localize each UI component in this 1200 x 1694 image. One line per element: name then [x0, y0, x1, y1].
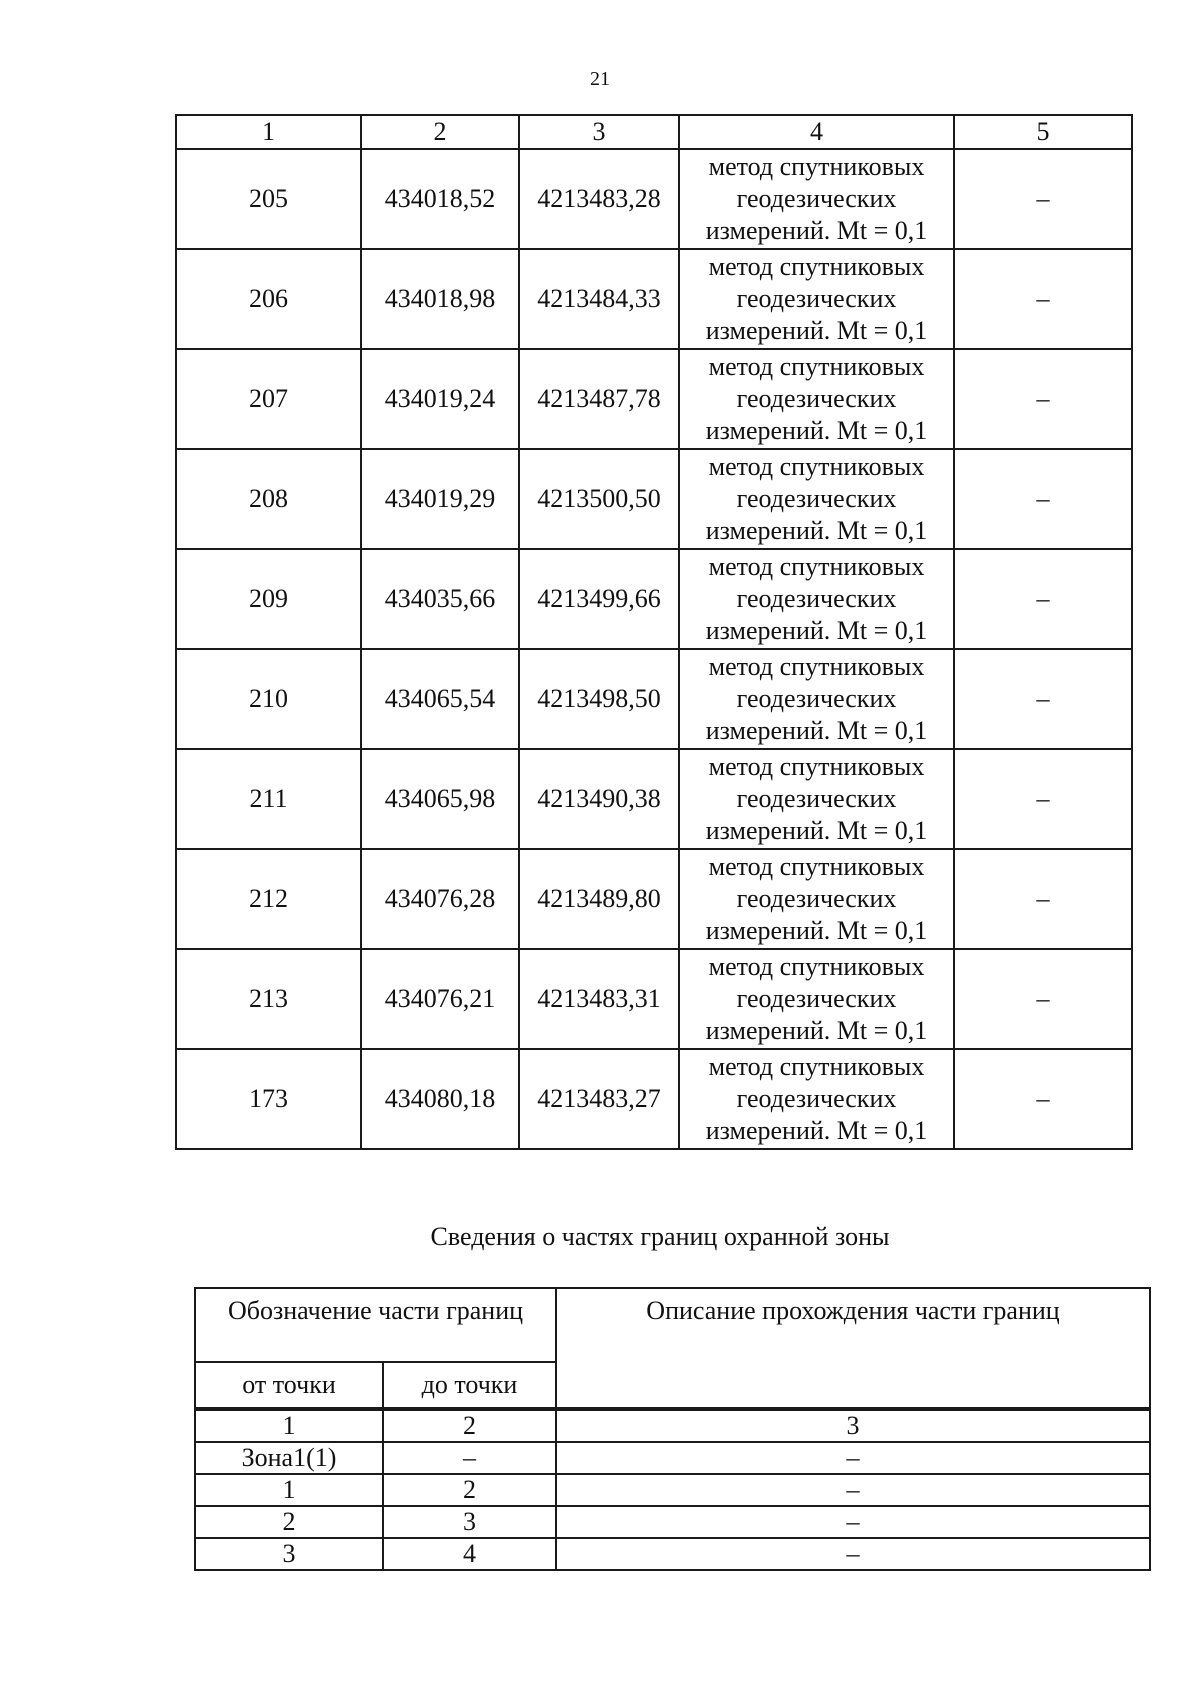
- method-cell: метод спутниковых геодезических измерений. Mt = 0,1: [679, 149, 954, 249]
- method-cell: метод спутниковых геодезических измерений. Mt = 0,1: [679, 949, 954, 1049]
- y-coordinate-cell: 4213483,28: [519, 149, 679, 249]
- table-row: [176, 249, 1132, 349]
- page-number: 21: [590, 68, 610, 90]
- x-coordinate-cell: 434018,98: [361, 249, 519, 349]
- from-point-cell: 3: [195, 1538, 383, 1570]
- to-point-cell: 3: [383, 1506, 556, 1538]
- method-cell: метод спутниковых геодезических измерений. Mt = 0,1: [679, 849, 954, 949]
- table-row: [176, 749, 1132, 849]
- point-cell: 173: [176, 1049, 361, 1149]
- point-cell: 210: [176, 649, 361, 749]
- description-cell: –: [556, 1538, 1150, 1570]
- to-point-cell: –: [383, 1442, 556, 1474]
- from-point-cell: 2: [195, 1506, 383, 1538]
- column-header: 5: [954, 115, 1132, 149]
- x-coordinate-cell: 434076,28: [361, 849, 519, 949]
- point-cell: 205: [176, 149, 361, 249]
- table-header-row: [195, 1288, 1150, 1362]
- y-coordinate-cell: 4213500,50: [519, 449, 679, 549]
- point-cell: 211: [176, 749, 361, 849]
- column-header: 2: [361, 115, 519, 149]
- boundary-parts-table: [194, 1287, 1151, 1571]
- y-coordinate-cell: 4213490,38: [519, 749, 679, 849]
- column-header: 3: [519, 115, 679, 149]
- table-row: [176, 449, 1132, 549]
- x-coordinate-cell: 434076,21: [361, 949, 519, 1049]
- y-coordinate-cell: 4213499,66: [519, 549, 679, 649]
- header-boundary-part-designation: Обозначение части границ: [195, 1288, 556, 1362]
- y-coordinate-cell: 4213483,27: [519, 1049, 679, 1149]
- table-row: [176, 649, 1132, 749]
- method-cell: метод спутниковых геодезических измерений. Mt = 0,1: [679, 449, 954, 549]
- table-row: [176, 349, 1132, 449]
- point-cell: 206: [176, 249, 361, 349]
- column-numbering-row: [195, 1409, 1150, 1442]
- column-header: 4: [679, 115, 954, 149]
- header-from-point: от точки: [195, 1362, 383, 1409]
- table-row: [195, 1538, 1150, 1570]
- x-coordinate-cell: 434035,66: [361, 549, 519, 649]
- y-coordinate-cell: 4213484,33: [519, 249, 679, 349]
- point-cell: 212: [176, 849, 361, 949]
- description-cell: –: [556, 1442, 1150, 1474]
- description-cell: –: [556, 1474, 1150, 1506]
- method-cell: метод спутниковых геодезических измерений. Mt = 0,1: [679, 549, 954, 649]
- section-title: Сведения о частях границ охранной зоны: [430, 1222, 890, 1251]
- to-point-cell: 2: [383, 1474, 556, 1506]
- method-cell: метод спутниковых геодезических измерений. Mt = 0,1: [679, 249, 954, 349]
- description-cell: –: [556, 1506, 1150, 1538]
- coordinates-table: [175, 114, 1133, 1150]
- column-number: 1: [195, 1409, 383, 1442]
- x-coordinate-cell: 434080,18: [361, 1049, 519, 1149]
- method-cell: метод спутниковых геодезических измерений. Mt = 0,1: [679, 349, 954, 449]
- note-cell: –: [954, 549, 1132, 649]
- table-row: [176, 849, 1132, 949]
- y-coordinate-cell: 4213489,80: [519, 849, 679, 949]
- table-row: [176, 1049, 1132, 1149]
- column-number: 3: [556, 1409, 1150, 1442]
- note-cell: –: [954, 149, 1132, 249]
- table-row: [176, 549, 1132, 649]
- column-header: 1: [176, 115, 361, 149]
- method-cell: метод спутниковых геодезических измерений. Mt = 0,1: [679, 1049, 954, 1149]
- y-coordinate-cell: 4213487,78: [519, 349, 679, 449]
- y-coordinate-cell: 4213483,31: [519, 949, 679, 1049]
- note-cell: –: [954, 349, 1132, 449]
- note-cell: –: [954, 649, 1132, 749]
- column-number: 2: [383, 1409, 556, 1442]
- header-to-point: до точки: [383, 1362, 556, 1409]
- x-coordinate-cell: 434065,54: [361, 649, 519, 749]
- x-coordinate-cell: 434019,29: [361, 449, 519, 549]
- table-header-row: [176, 115, 1132, 149]
- from-point-cell: Зона1(1): [195, 1442, 383, 1474]
- from-point-cell: 1: [195, 1474, 383, 1506]
- table-row: [176, 949, 1132, 1049]
- table-row: [195, 1506, 1150, 1538]
- point-cell: 213: [176, 949, 361, 1049]
- method-cell: метод спутниковых геодезических измерений. Mt = 0,1: [679, 749, 954, 849]
- note-cell: –: [954, 1049, 1132, 1149]
- note-cell: –: [954, 249, 1132, 349]
- point-cell: 207: [176, 349, 361, 449]
- header-boundary-description: Описание прохождения части границ: [556, 1288, 1150, 1409]
- method-cell: метод спутниковых геодезических измерений. Mt = 0,1: [679, 649, 954, 749]
- table-row: [195, 1474, 1150, 1506]
- x-coordinate-cell: 434065,98: [361, 749, 519, 849]
- table-row: [195, 1442, 1150, 1474]
- x-coordinate-cell: 434019,24: [361, 349, 519, 449]
- x-coordinate-cell: 434018,52: [361, 149, 519, 249]
- point-cell: 208: [176, 449, 361, 549]
- note-cell: –: [954, 449, 1132, 549]
- note-cell: –: [954, 749, 1132, 849]
- point-cell: 209: [176, 549, 361, 649]
- note-cell: –: [954, 849, 1132, 949]
- y-coordinate-cell: 4213498,50: [519, 649, 679, 749]
- to-point-cell: 4: [383, 1538, 556, 1570]
- note-cell: –: [954, 949, 1132, 1049]
- table-row: [176, 149, 1132, 249]
